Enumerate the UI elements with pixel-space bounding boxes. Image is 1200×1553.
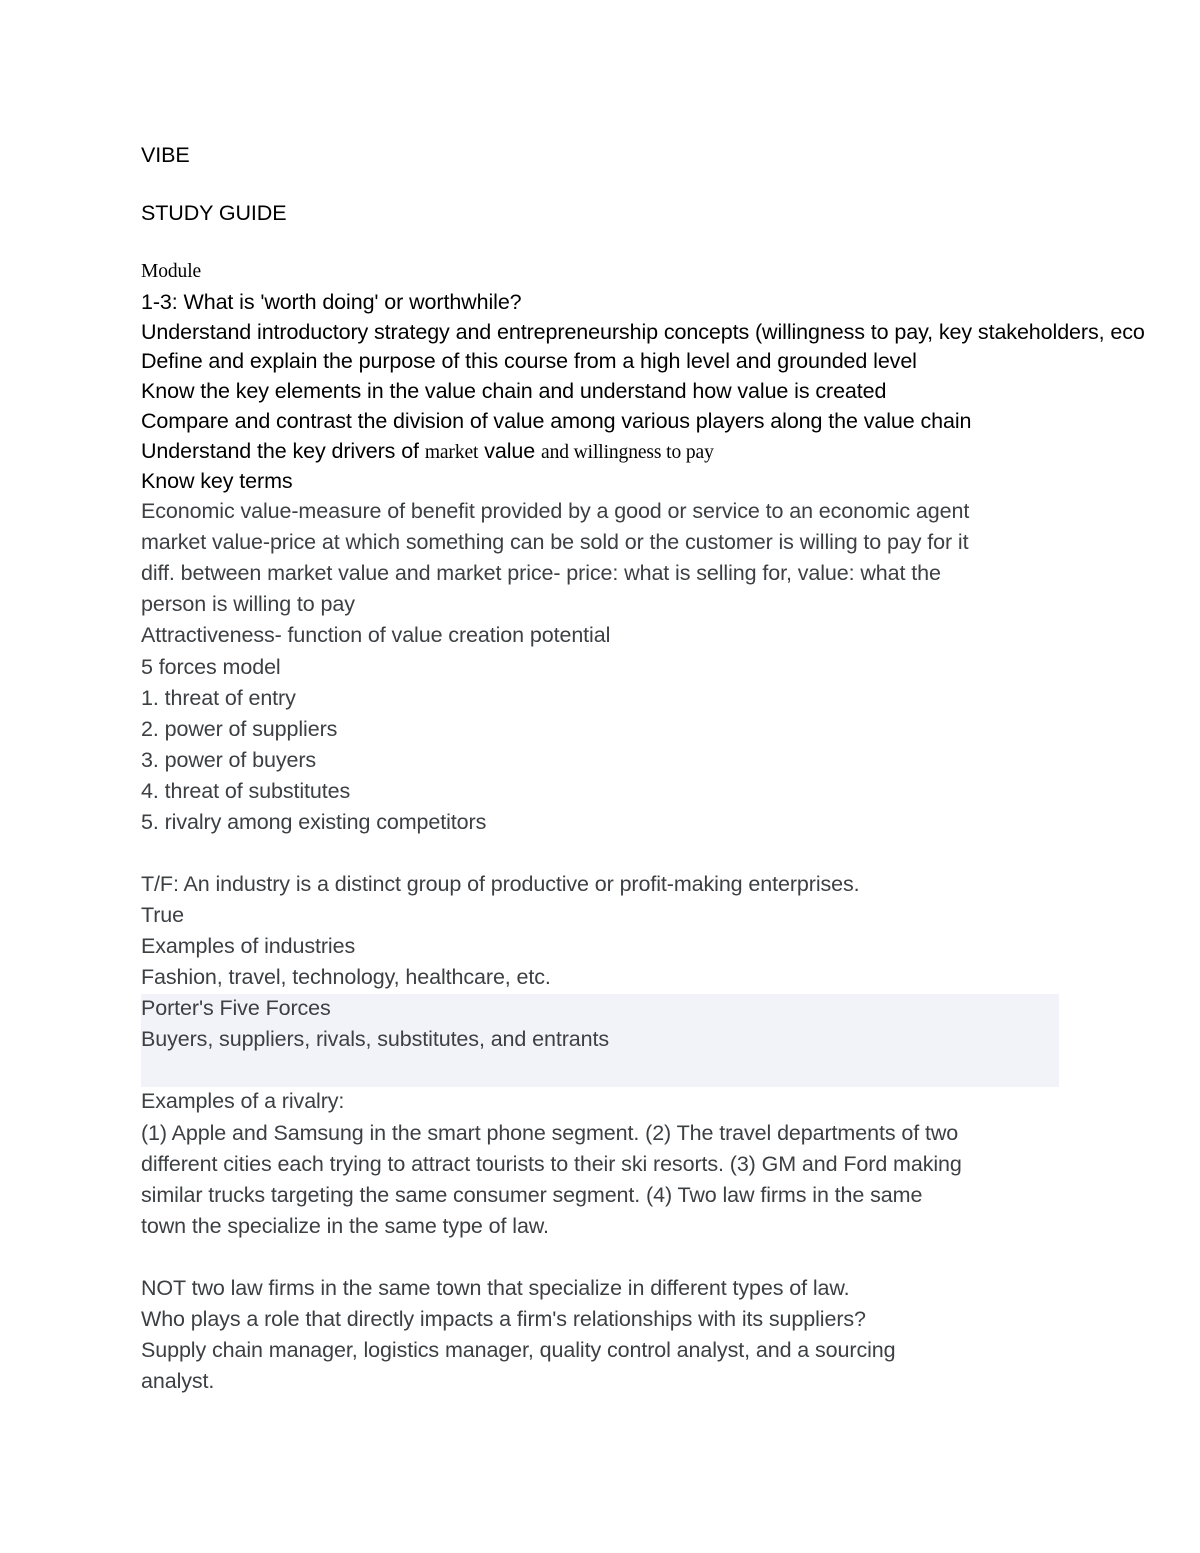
module-label: Module: [141, 261, 202, 282]
final-line: Who plays a role that directly impacts a firm's relationships with its suppliers?: [141, 1307, 866, 1331]
rivalry-line: similar trucks targeting the same consumer segment. (4) Two law firms in the same: [141, 1183, 923, 1207]
qa-line: Examples of industries: [141, 934, 356, 958]
note-line: 4. threat of substitutes: [141, 779, 351, 803]
objective-item: Compare and contrast the division of value among various players along the value chain: [141, 409, 972, 433]
qa-line: Fashion, travel, technology, healthcare, etc.: [141, 965, 551, 989]
qa-line: T/F: An industry is a distinct group of productive or profit-making enterprises.: [141, 872, 860, 896]
final-line: analyst.: [141, 1369, 215, 1393]
objective-item: Define and explain the purpose of this course from a high level and grounded level: [141, 349, 917, 373]
drivers-market: market: [424, 442, 479, 463]
drivers-line: [141, 436, 714, 468]
module-heading: 1-3: What is 'worth doing' or worthwhile?: [141, 290, 522, 314]
note-line: Attractiveness- function of value creation potential: [141, 623, 611, 647]
note-line: person is willing to pay: [141, 592, 355, 616]
highlighted-line: Porter's Five Forces: [141, 996, 331, 1020]
qa-line: True: [141, 903, 185, 927]
drivers-text: Understand the key drivers of: [141, 439, 425, 463]
rivalry-line: different cities each trying to attract tourists to their ski resorts. (3) GM and Ford making: [141, 1152, 962, 1176]
rivalry-line: Examples of a rivalry:: [141, 1089, 345, 1113]
objective-item: Understand introductory strategy and entrepreneurship concepts (willingness to pay, key stakeholders, eco: [141, 320, 1145, 344]
note-line: diff. between market value and market price- price: what is selling for, value: what the: [141, 561, 941, 585]
document-title: VIBE: [141, 143, 190, 167]
highlighted-line: Buyers, suppliers, rivals, substitutes, and entrants: [141, 1027, 610, 1051]
note-line: 2. power of suppliers: [141, 717, 338, 741]
final-line: NOT two law firms in the same town that specialize in different types of law.: [141, 1276, 850, 1300]
drivers-willingness: and willingness to pay: [541, 442, 714, 463]
drivers-value: value: [478, 439, 542, 463]
objective-item: Know the key elements in the value chain and understand how value is created: [141, 379, 887, 403]
rivalry-line: (1) Apple and Samsung in the smart phone segment. (2) The travel departments of two: [141, 1121, 959, 1145]
final-line: Supply chain manager, logistics manager, quality control analyst, and a sourcing: [141, 1338, 896, 1362]
note-line: 1. threat of entry: [141, 686, 296, 710]
document-subtitle: STUDY GUIDE: [141, 201, 287, 225]
note-line: market value-price at which something can be sold or the customer is willing to pay for it: [141, 530, 969, 554]
rivalry-line: town the specialize in the same type of law.: [141, 1214, 549, 1238]
note-line: 5. rivalry among existing competitors: [141, 810, 487, 834]
note-line: 5 forces model: [141, 655, 281, 679]
note-line: 3. power of buyers: [141, 748, 317, 772]
key-terms-heading: Know key terms: [141, 469, 293, 493]
note-line: Economic value-measure of benefit provided by a good or service to an economic agent: [141, 499, 970, 523]
